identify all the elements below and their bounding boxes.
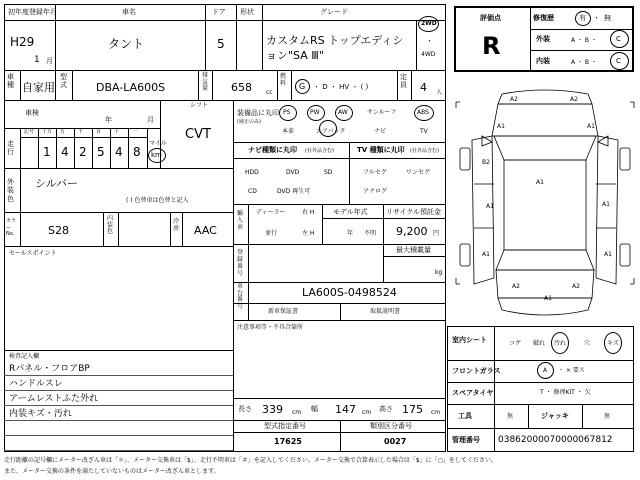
mileage-digit: 4 (115, 145, 123, 159)
fuel-options: ・ D ・ HV ・ ( ) (313, 83, 369, 91)
exterior-selected: C (616, 35, 621, 43)
length-label: 長さ (238, 405, 252, 413)
person-unit: 人 (436, 89, 443, 96)
mileage-digit-label: 一 (132, 129, 138, 135)
mileage-unit-km: km (151, 151, 162, 159)
first-reg-year: H29 (10, 35, 35, 49)
equip-ps: PS (283, 109, 291, 116)
equip-pw: PW (310, 109, 320, 116)
damage-label: A1 (536, 179, 544, 186)
cargo-label: 最大積載量 (396, 246, 431, 254)
exterior-label: 外装 (536, 35, 550, 43)
navi-hdd: HDD (245, 169, 259, 176)
jack-label: ジャッキ (541, 412, 569, 420)
jack-value: 無 (604, 413, 611, 420)
height-cm: cm (431, 409, 441, 416)
capacity-label: 定員 (400, 73, 407, 89)
seat-yabure: 破れ (533, 340, 546, 347)
cc-unit: cc (266, 89, 273, 96)
first-reg-month: 1 (34, 55, 40, 65)
equip-leather: 本革 (282, 128, 295, 135)
recycle-label: リサイクル預託金 (386, 208, 442, 216)
exterior-grades: A ・ B ・ (571, 37, 597, 44)
height-label: 高さ (379, 405, 393, 413)
equipment-sub-label: (純正のみ) (237, 119, 261, 125)
category-value: 0027 (384, 437, 407, 446)
shift-label: シフト (190, 102, 209, 109)
inspector-label: 検査記入欄 (9, 353, 40, 360)
front-glass-label: フロントガラス (452, 367, 501, 375)
mileage-label: 走行 (7, 140, 14, 157)
score-value: R (482, 32, 501, 60)
interior-selected: C (616, 57, 621, 65)
mileage-digit-label: 十 (114, 129, 120, 135)
interior-color-label: 内装色 (107, 215, 114, 236)
seat-kizu: キズ (607, 340, 619, 347)
door-label: ドア (212, 8, 226, 16)
color-code-value: S28 (48, 224, 69, 237)
footer-line-2: また、メーター交換の条件を満たしていないものはメーター改ざん車とします。 (4, 468, 220, 475)
exterior-color-value: シルバー (35, 177, 78, 190)
first-reg-label: 初年度登録年月 (8, 8, 57, 16)
drive-4wd: 4WD (421, 51, 436, 58)
mileage-digit-label: 万 (60, 129, 66, 135)
model-year-unknown: 不明 (364, 230, 377, 237)
document-frame (4, 4, 446, 452)
damage-label: A1 (604, 251, 612, 258)
navi-dvd-player: DVD 再生可 (277, 188, 311, 195)
mileage-digit-label: 千 (78, 129, 84, 135)
recycle-value: 9,200 (396, 225, 428, 238)
drive-2wd: 2WD (421, 20, 437, 27)
equip-tv: TV (420, 128, 428, 135)
tv-analog: アナログ (363, 188, 388, 195)
length-value: 339 (262, 403, 283, 416)
vehicle-label: 車種 (7, 73, 14, 89)
interior-grades: A ・ B ・ (571, 59, 597, 66)
model-year-year: 年 (347, 230, 354, 237)
ac-label: 冷房 (173, 218, 180, 233)
equip-navi: ナビ (374, 128, 387, 135)
damage-label: A2 (512, 283, 520, 290)
footer-line-1: 走行距離の記号欄にメーター改ざん車は「＊」、メーター交換車は「$」、走行不明車は「＃」を記入してください。メーター交換で合算表示した場合は「$」に「○」をしてください。 (4, 457, 497, 464)
model-year-label: モデル年式 (333, 208, 368, 216)
height-value: 175 (402, 403, 423, 416)
damage-label: A1 (497, 123, 505, 130)
sales-point-label: セールスポイント (9, 250, 57, 257)
attention-label: 注意事項等・不具合箇所 (237, 324, 304, 331)
mileage-digit: 2 (79, 145, 87, 159)
glass-note: ・ × 要ス (558, 367, 585, 374)
equip-airbag: エアバック (316, 128, 346, 135)
score-label: 評価点 (480, 14, 501, 22)
mileage-digit-label: 百 (96, 129, 102, 135)
manual: 取扱説明書 (370, 308, 401, 315)
recycle-yen: 円 (433, 230, 440, 237)
grade-label: グレード (320, 8, 348, 16)
navi-types-sub: (社外品含む) (305, 148, 334, 154)
damage-label: A2 (570, 96, 578, 103)
mileage-digit: 1 (43, 145, 51, 159)
repair-yes: 有 (579, 14, 586, 22)
chassis-value: LA600S-0498524 (302, 286, 397, 299)
model-label: 型式 (60, 73, 67, 89)
new-car-warranty: 新車保証書 (268, 308, 299, 315)
tv-fullseg: フルセグ (363, 169, 387, 176)
inspection-year-unit: 年 (105, 116, 112, 124)
mileage-digit: 4 (61, 145, 69, 159)
inspector-remark: ハンドルスレ (9, 379, 63, 389)
fuel-g: G (299, 82, 306, 91)
grade-value: カスタムRS トップエディション"SA Ⅲ" (266, 34, 404, 62)
type-designation-label: 型式指定番号 (264, 422, 306, 430)
drive-dot: ・ (426, 37, 433, 45)
reg-label: 登録番号 (237, 249, 244, 277)
inspection-label: 車検 (25, 109, 39, 117)
mgmt-label: 管理番号 (452, 436, 480, 444)
equip-abs: ABS (417, 109, 429, 116)
vehicle-value: 自家用 (22, 81, 55, 94)
damage-label: A1 (602, 201, 610, 208)
length-cm: cm (292, 409, 302, 416)
mileage-digit: 5 (97, 145, 105, 159)
seat-yogore: 汚れ (554, 340, 567, 347)
import-right-h: 右 H (302, 209, 315, 216)
tv-types-label: TV 種類に丸印 (357, 146, 405, 154)
damage-label: A1 (482, 251, 490, 258)
damage-label: A2 (572, 283, 580, 290)
mileage-unit-mile: マイル (149, 140, 167, 147)
ac-value: AAC (194, 224, 217, 237)
width-label: 幅 (311, 405, 318, 413)
capacity-value: 4 (420, 81, 427, 94)
inspector-remark: アームレストふた外れ (9, 394, 99, 404)
damage-label: A1 (486, 203, 494, 210)
inspector-remark: 内装キズ・汚れ (9, 409, 72, 419)
shape-label: 形状 (240, 8, 254, 16)
import-parallel: 並行 (265, 230, 278, 237)
fuel-label: 燃料 (280, 73, 287, 87)
exterior-color-note: ( ) 色替車は色替と記入 (126, 197, 189, 204)
navi-types-label: ナビ種類に丸印 (248, 146, 297, 154)
mileage-digit-label: 十万 (42, 129, 53, 135)
damage-label: B2 (482, 159, 490, 166)
spare-tire-options: T ・ 修理KIT ・ 欠 (540, 389, 591, 396)
tools-value: 無 (507, 413, 514, 420)
equipment-label: 装備品に丸印 (237, 109, 279, 117)
car-name-value: タント (108, 37, 145, 51)
mgmt-value: 03862000070000067812 (498, 435, 613, 445)
repair-no: 無 (604, 14, 611, 22)
displacement-label: 排気量 (202, 72, 209, 93)
seat-ana: 穴 (584, 340, 591, 347)
type-designation-value: 17625 (274, 437, 302, 446)
seat-koge: コゲ (509, 340, 522, 347)
navi-cd: CD (248, 188, 257, 195)
color-code-label: カラーNo. (6, 218, 17, 237)
damage-label: A1 (544, 295, 552, 302)
navi-dvd: DVD (286, 169, 300, 176)
width-cm: cm (362, 409, 372, 416)
equip-aw: AW (338, 109, 348, 116)
interior-label: 内装 (536, 57, 550, 65)
chassis-label: 車台番号 (237, 283, 244, 310)
damage-label: A1 (587, 123, 595, 130)
width-value: 147 (335, 403, 356, 416)
interior-seat-label: 室内シート (452, 336, 487, 344)
tools-label: 工具 (458, 412, 472, 420)
car-name-label: 車名 (122, 8, 136, 16)
month-unit: 月 (46, 57, 53, 65)
mileage-digit-label: 記号 (24, 129, 35, 135)
cargo-unit: kg (435, 269, 443, 276)
mileage-digit: 8 (133, 145, 141, 159)
displacement-value: 658 (231, 81, 252, 94)
model-value: DBA-LA600S (96, 81, 166, 94)
category-label: 類別区分番号 (370, 422, 412, 430)
equip-sunroof: サンルーフ (367, 109, 397, 116)
spare-tire-label: スペアタイヤ (452, 389, 494, 397)
repair-dot: ・ (593, 14, 600, 22)
glass-a: A (543, 367, 548, 374)
repair-label: 修復歴 (533, 14, 554, 22)
import-label: 輸入車 (237, 210, 244, 232)
damage-label: A2 (510, 96, 518, 103)
inspector-remark: Rパネル・フロアBP (9, 364, 90, 374)
car-damage-diagram (452, 88, 638, 324)
inspection-month-unit: 月 (147, 116, 154, 124)
tv-types-sub: (社外品含む) (410, 148, 439, 154)
tv-oneseg: ワンセグ (406, 169, 431, 176)
import-left-h: 左 H (302, 230, 315, 237)
exterior-color-label: 外装色 (7, 178, 14, 203)
door-value: 5 (217, 37, 225, 51)
import-dealer: ディーラー (256, 209, 286, 216)
shift-value: CVT (185, 127, 211, 142)
navi-sd: SD (324, 169, 333, 176)
